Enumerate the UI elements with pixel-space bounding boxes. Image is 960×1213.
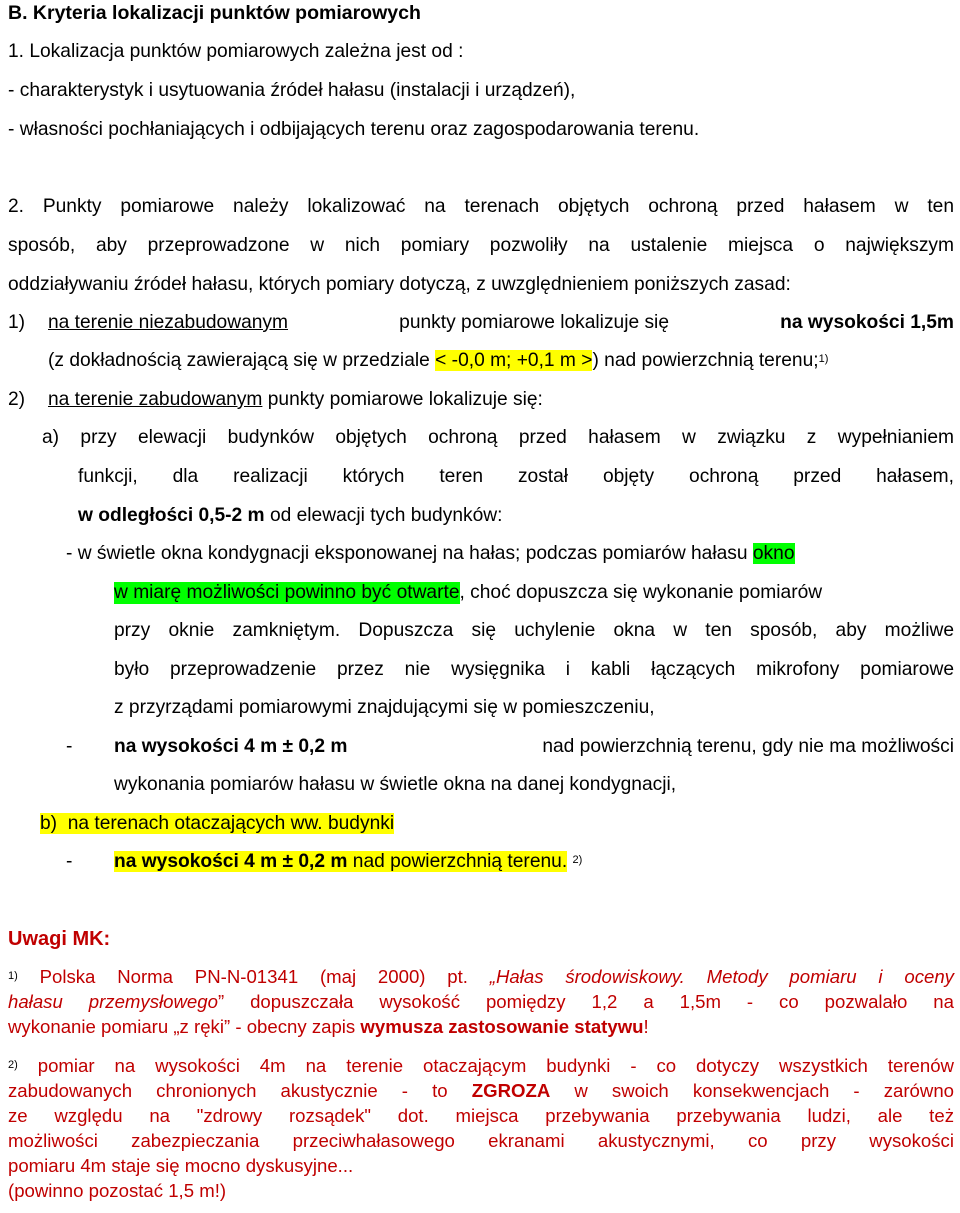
remark-2-line-1: $^{2)}$ pomiar na wysokości 4m na terenie otaczającym budynki - co dotyczy wszystkich terenów xyxy=(8,1055,954,1076)
sub-b-height-highlight: na wysokości 4 m ± 0,2 m nad powierzchnią terenu. xyxy=(114,851,568,872)
tripod-requirement: wymusza zastosowanie statywu xyxy=(360,1016,644,1037)
height-item-line-1: na wysokości 4 m ± 0,2 m nad powierzchnią terenu, gdy nie ma możliwości xyxy=(114,736,954,757)
footnote-ref-1: 1) xyxy=(818,353,829,365)
window-item-line-3: przy oknie zamkniętym. Dopuszcza się uchylenie okna w ten sposób, aby możliwe xyxy=(114,620,954,641)
rule-1-terrain: na terenie niezabudowanym xyxy=(48,312,289,333)
open-window-highlight-2: w miarę możliwości powinno być otwarte xyxy=(114,582,460,603)
section-heading: B. Kryteria lokalizacji punktów pomiarowych xyxy=(8,2,421,24)
height-item-dash: - xyxy=(66,736,73,757)
window-item-line-2: w miarę możliwości powinno być otwarte , choć dopuszcza się wykonanie pomiarów xyxy=(114,582,823,603)
distance-value: w odległości 0,5-2 m xyxy=(78,505,265,526)
sub-a-line-2: funkcji, dla realizacji których teren został objęty ochroną przed hałasem, xyxy=(78,466,954,487)
remark-1-line-3: wykonanie pomiaru „z ręki” - obecny zapis wymusza zastosowanie statywu! xyxy=(8,1016,649,1037)
footnote-ref-2: 2) xyxy=(572,854,583,866)
point-2-line-1: 2. Punkty pomiarowe należy lokalizować na terenach objętych ochroną przed hałasem w ten xyxy=(8,196,954,217)
zgroza-word: ZGROZA xyxy=(471,1080,551,1101)
point-2-line-2: sposób, aby przeprowadzone w nich pomiary pozwoliły na ustalenie miejsca o największym xyxy=(8,235,954,256)
sub-a-line-3: w odległości 0,5-2 m od elewacji tych budynków: xyxy=(78,505,503,526)
remarks-title: Uwagi MK: xyxy=(8,928,111,950)
rule-2-terrain: na terenie zabudowanym xyxy=(48,389,263,410)
remark-2-line-3: ze względu na "zdrowy rozsądek" dot. miejsca przebywania przebywania ludzi, ale też xyxy=(8,1105,954,1126)
remark-1-line-1: $^{1)}$ Polska Norma PN-N-01341 (maj 2000) pt. „Hałas środowiskowy. Metody pomiaru i oceny xyxy=(8,966,954,987)
remark-2-line-5: pomiaru 4m staje się mocno dyskusyjne... xyxy=(8,1155,354,1176)
sub-b-line xyxy=(40,813,394,835)
point-1-intro: 1. Lokalizacja punktów pomiarowych zależna jest od : xyxy=(8,41,464,62)
remark-1-line-2: hałasu przemysłowego” dopuszczała wysokość pomiędzy 1,2 a 1,5m - co pozwalało na xyxy=(8,991,954,1012)
sub-b-height-line xyxy=(114,851,582,873)
rule-1-tolerance: (z dokładnością zawierającą się w przedziale < -0,0 m; +0,1 m >) nad powierzchnią terenu;$^{1)}$ xyxy=(48,350,829,371)
rule-2-number: 2) xyxy=(8,389,26,410)
point-1-bullet-2: - własności pochłaniających i odbijających terenu oraz zagospodarowania terenu. xyxy=(8,119,700,140)
window-item-line-4: było przeprowadzenie przez nie wysięgnika i kabli łączących mikrofony pomiarowe xyxy=(114,659,954,680)
point-1-bullet-1: - charakterystyk i usytuowania źródeł hałasu (instalacji i urządzeń), xyxy=(8,80,576,101)
tolerance-range-highlight: < -0,0 m; +0,1 m > xyxy=(435,350,593,371)
point-2-line-3: oddziaływaniu źródeł hałasu, których pomiary dotyczą, z uwzględnieniem poniższych zasad: xyxy=(8,274,791,295)
remark-2-line-6: (powinno pozostać 1,5 m!) xyxy=(8,1180,227,1201)
standard-title: „Hałas środowiskowy. Metody pomiaru i oceny xyxy=(489,966,954,987)
open-window-highlight: okno xyxy=(752,543,795,564)
sub-b-dash: - xyxy=(66,851,73,872)
rule-1-text: punkty pomiarowe lokalizuje się xyxy=(399,312,669,333)
rule-2-line: na terenie zabudowanym punkty pomiarowe lokalizuje się: xyxy=(48,389,543,410)
window-item-line-1: - w świetle okna kondygnacji eksponowanej na hałas; podczas pomiarów hałasu okno xyxy=(66,543,795,564)
remark-2-marker: 2) xyxy=(8,1059,18,1071)
remark-2-line-2: zabudowanych chronionych akustycznie - to ZGROZA w swoich konsekwencjach - zarówno xyxy=(8,1080,955,1101)
rule-1-height: na wysokości 1,5m xyxy=(780,312,954,333)
sub-b-highlight: b) na terenach otaczających ww. budynki xyxy=(40,813,395,834)
window-item-line-5: z przyrządami pomiarowymi znajdującymi się w pomieszczeniu, xyxy=(114,697,655,718)
remark-1-marker: 1) xyxy=(8,970,18,982)
height-item-line-2: wykonania pomiarów hałasu w świetle okna na danej kondygnacji, xyxy=(114,774,677,795)
rule-1-number: 1) xyxy=(8,312,26,333)
remark-2-line-4: możliwości zabezpieczania przeciwhałasowego ekranami akustycznymi, co przy wysokości xyxy=(8,1130,954,1151)
sub-a-line-1: a) przy elewacji budynków objętych ochroną przed hałasem w związku z wypełnianiem xyxy=(42,427,954,448)
rule-1-line xyxy=(48,312,954,334)
height-4m-value: na wysokości 4 m ± 0,2 m xyxy=(114,736,348,757)
